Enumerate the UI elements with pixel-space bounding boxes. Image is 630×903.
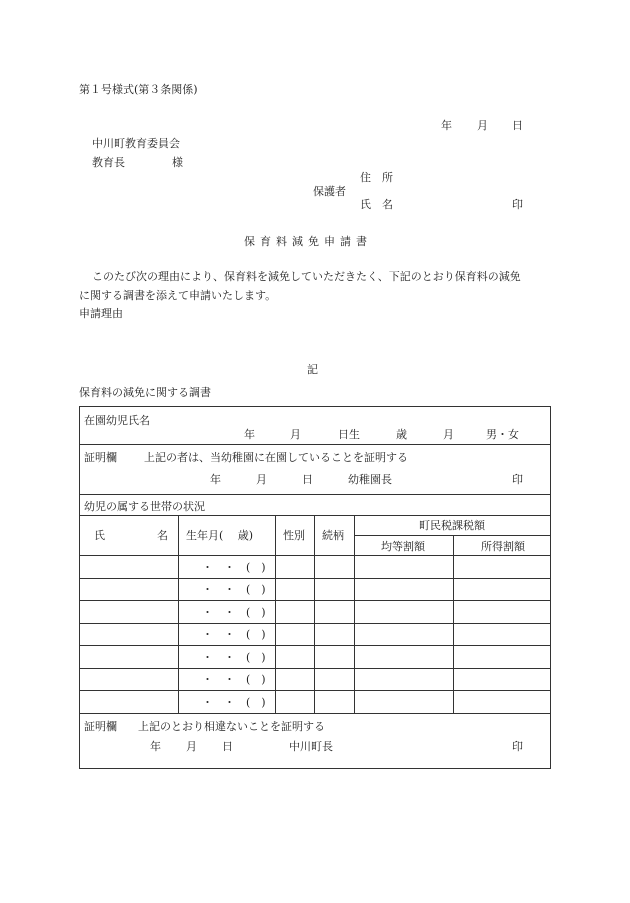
row-6-birth: ・ ・ ( ) xyxy=(202,673,266,686)
document-title: 保育料減免申請書 xyxy=(244,235,372,248)
row-5-birth: ・ ・ ( ) xyxy=(202,651,266,664)
survey-title: 保育料の減免に関する調書 xyxy=(79,386,211,399)
date-day-label: 日 xyxy=(512,119,523,132)
cert2-month: 月 xyxy=(186,740,197,753)
reason-label: 申請理由 xyxy=(79,307,123,320)
cert2-text: 上記のとおり相違ないことを証明する xyxy=(138,720,325,733)
child-age: 歳 xyxy=(396,428,407,441)
cert2-label: 証明欄 xyxy=(84,720,117,733)
cert1-seal: 印 xyxy=(512,473,523,486)
child-birth-year: 年 xyxy=(244,428,255,441)
household-label: 幼児の属する世帯の状況 xyxy=(84,500,205,513)
cert1-principal: 幼稚園長 xyxy=(348,473,392,486)
header-relation: 続柄 xyxy=(322,529,344,542)
addressee-superintendent: 教育長 xyxy=(92,156,125,169)
row-3-birth: ・ ・ ( ) xyxy=(202,606,266,619)
body-line-2: に関する調書を添えて申請いたします。 xyxy=(79,289,277,302)
date-month-label: 月 xyxy=(477,119,488,132)
child-birth-day: 日生 xyxy=(338,428,360,441)
header-tax: 町民税課税額 xyxy=(419,519,485,532)
cert1-day: 日 xyxy=(302,473,313,486)
header-name-a: 氏 xyxy=(94,529,105,542)
date-year-label: 年 xyxy=(441,119,452,132)
body-line-1: このたび次の理由により、保育料を減免していただきたく、下記のとおり保育料の減免 xyxy=(92,270,521,283)
child-name-label: 在園幼児氏名 xyxy=(84,414,150,427)
cert2-year: 年 xyxy=(150,740,161,753)
guardian-address-label: 住 所 xyxy=(360,171,393,184)
guardian-label: 保護者 xyxy=(313,185,346,198)
cert1-month: 月 xyxy=(256,473,267,486)
cert1-year: 年 xyxy=(210,473,221,486)
header-sex: 性別 xyxy=(283,529,305,542)
form-number: 第１号様式(第３条関係) xyxy=(79,83,198,96)
addressee-honorific: 様 xyxy=(172,156,183,169)
cert1-text: 上記の者は、当幼稚園に在園していることを証明する xyxy=(144,451,408,464)
header-income: 所得割額 xyxy=(481,540,525,553)
row-2-birth: ・ ・ ( ) xyxy=(202,583,266,596)
child-age-months: 月 xyxy=(443,428,454,441)
cert2-seal: 印 xyxy=(512,740,523,753)
header-equal: 均等割額 xyxy=(381,540,425,553)
cert1-label: 証明欄 xyxy=(84,451,117,464)
row-7-birth: ・ ・ ( ) xyxy=(202,696,266,709)
addressee-board: 中川町教育委員会 xyxy=(92,137,180,150)
guardian-seal: 印 xyxy=(512,198,523,211)
header-name-b: 名 xyxy=(157,529,168,542)
cert2-day: 日 xyxy=(222,740,233,753)
cert2-mayor: 中川町長 xyxy=(289,740,333,753)
ki-label: 記 xyxy=(307,363,318,376)
guardian-name-label: 氏 名 xyxy=(360,198,393,211)
child-sex: 男・女 xyxy=(486,428,519,441)
row-4-birth: ・ ・ ( ) xyxy=(202,628,266,641)
header-birth: 生年月( 歳) xyxy=(186,529,254,542)
child-birth-month: 月 xyxy=(290,428,301,441)
row-1-birth: ・ ・ ( ) xyxy=(202,561,266,574)
